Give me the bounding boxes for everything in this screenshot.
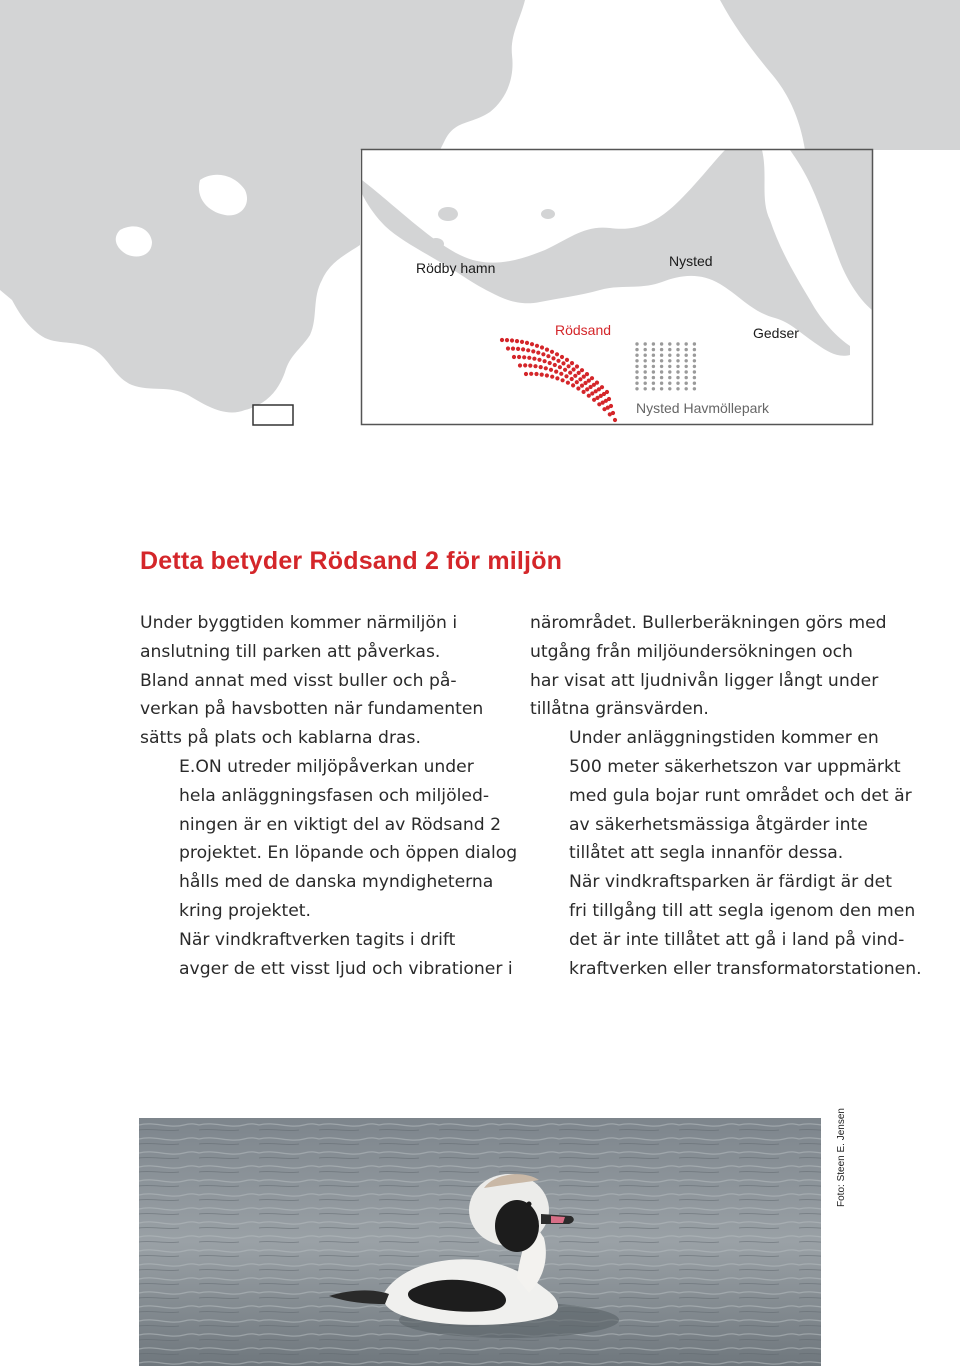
nysted-turbine-dot — [685, 348, 688, 351]
rodsand-turbine-dot — [568, 371, 572, 375]
nysted-turbine-dot — [685, 342, 688, 345]
map-label-nysted: Nysted — [669, 253, 713, 269]
nysted-turbine-dot — [668, 387, 671, 390]
text-line: När vindkraftsparken är färdigt är det — [569, 872, 892, 893]
nysted-turbine-dot — [676, 382, 679, 385]
nysted-turbine-dot — [635, 370, 638, 373]
rodsand-turbine-dot — [512, 355, 516, 359]
text-line: avger de ett visst ljud och vibrationer i — [179, 958, 513, 979]
rodsand-turbine-dot — [590, 391, 594, 395]
text-line: Bland annat med visst buller och på- — [140, 670, 457, 691]
nysted-turbine-dot — [652, 382, 655, 385]
rodsand-turbine-dot — [539, 365, 543, 369]
nysted-turbine-dot — [685, 354, 688, 357]
nysted-turbine-dot — [635, 387, 638, 390]
rodsand-turbine-dot — [515, 339, 519, 343]
text-line: Under anläggningstiden kommer en — [569, 728, 879, 749]
rodsand-turbine-dot — [580, 384, 584, 388]
left-paragraph — [140, 926, 513, 984]
nysted-turbine-dot — [668, 382, 671, 385]
nysted-turbine-dot — [693, 370, 696, 373]
rodsand-turbine-dot — [529, 372, 533, 376]
nysted-turbine-dot — [693, 365, 696, 368]
land-denmark — [0, 0, 960, 412]
nysted-turbine-dot — [668, 365, 671, 368]
rodsand-turbine-dot — [535, 344, 539, 348]
rodsand-turbine-dot — [571, 383, 575, 387]
rodsand-turbine-dot — [550, 350, 554, 354]
nysted-turbine-dot — [693, 348, 696, 351]
rodsand-turbine-dot — [522, 355, 526, 359]
rodsand-turbine-dot — [525, 341, 529, 345]
nysted-turbine-dot — [676, 376, 679, 379]
nysted-turbine-dot — [685, 359, 688, 362]
rodsand-turbine-dot — [573, 374, 577, 378]
text-line: tillåtet att segla innanför dessa. — [569, 843, 844, 864]
article-column-right — [530, 609, 922, 983]
rodsand-turbine-dot — [554, 370, 558, 374]
nysted-turbine-dot — [676, 348, 679, 351]
rodsand-turbine-dot — [550, 375, 554, 379]
rodsand-turbine-dot — [545, 348, 549, 352]
rodsand-turbine-dot — [565, 358, 569, 362]
nysted-turbine-dot — [693, 376, 696, 379]
text-line: med gula bojar runt området och det är — [569, 785, 912, 806]
rodsand-turbine-dot — [545, 373, 549, 377]
nysted-turbine-dot — [644, 359, 647, 362]
rodsand-turbine-dot — [575, 364, 579, 368]
rodsand-turbine-dot — [556, 359, 560, 363]
rodsand-turbine-dot — [570, 377, 574, 381]
left-paragraph — [140, 753, 518, 926]
rodsand-turbine-dot — [582, 375, 586, 379]
nysted-turbine-dot — [644, 387, 647, 390]
nysted-turbine-dot — [668, 359, 671, 362]
text-line: av säkerhetsmässiga åtgärder inte — [569, 814, 868, 835]
nysted-turbine-dot — [660, 365, 663, 368]
text-line: 500 meter säkerhetszon var uppmärkt — [569, 756, 901, 777]
locator-rectangle — [253, 405, 293, 425]
nysted-turbine-dot — [668, 370, 671, 373]
rodsand-turbine-dot — [521, 347, 525, 351]
nysted-turbine-dot — [660, 382, 663, 385]
rodsand-turbine-dot — [537, 358, 541, 362]
rodsand-turbine-dot — [551, 356, 555, 360]
rodsand-turbine-dot — [526, 348, 530, 352]
rodsand-turbine-dot — [520, 340, 524, 344]
map-label-gedser: Gedser — [753, 325, 799, 341]
rodsand-turbine-dot — [580, 368, 584, 372]
rodsand-turbine-dot — [555, 376, 559, 380]
nysted-turbine-dot — [668, 342, 671, 345]
nysted-turbine-dot — [668, 354, 671, 357]
text-line: hela anläggningsfasen och miljöled- — [179, 785, 490, 806]
text-line: ningen är en viktigt del av Rödsand 2 — [179, 814, 502, 835]
nysted-turbine-dot — [685, 376, 688, 379]
rodsand-turbine-dot — [572, 367, 576, 371]
text-line: har visat att ljudnivån ligger långt under — [530, 670, 879, 691]
article-column-left — [140, 609, 518, 983]
rodsand-turbine-dot — [506, 346, 510, 350]
nysted-turbine-dot — [635, 354, 638, 357]
rodsand-turbine-dot — [544, 366, 548, 370]
rodsand-turbine-dot — [555, 352, 559, 356]
rodsand-turbine-dot — [536, 351, 540, 355]
nysted-turbine-dot — [660, 387, 663, 390]
rodsand-turbine-dot — [566, 381, 570, 385]
text-line: anslutning till parken att påverkas. — [140, 641, 441, 662]
nysted-turbine-dot — [693, 342, 696, 345]
nysted-turbine-dot — [685, 387, 688, 390]
rodsand-turbine-dot — [570, 361, 574, 365]
nysted-turbine-dot — [676, 370, 679, 373]
left-paragraph — [140, 609, 510, 753]
rodsand-turbine-dot — [517, 355, 521, 359]
rodsand-turbine-dot — [561, 361, 565, 365]
rodsand-turbine-dot — [546, 354, 550, 358]
nysted-turbine-dot — [668, 376, 671, 379]
nysted-turbine-dot — [644, 382, 647, 385]
nysted-turbine-dot — [693, 354, 696, 357]
rodsand-turbine-dot — [524, 372, 528, 376]
photo-credit: Foto: Steen E. Jensen — [836, 1108, 847, 1207]
rodsand-turbine-dot — [530, 342, 534, 346]
rodsand-2-turbine-array — [500, 338, 617, 422]
text-line: sätts på plats och kablarna dras. — [140, 728, 421, 749]
rodsand-turbine-dot — [540, 373, 544, 377]
rodsand-turbine-dot — [561, 378, 565, 382]
rodsand-turbine-dot — [564, 374, 568, 378]
text-line: När vindkraftverken tagits i drift — [179, 929, 456, 950]
nysted-turbine-dot — [652, 370, 655, 373]
rodsand-turbine-dot — [534, 372, 538, 376]
rodsand-turbine-dot — [587, 394, 591, 398]
overview-map — [0, 0, 960, 480]
article-title: Detta betyder Rödsand 2 för miljön — [140, 547, 563, 575]
map-label-rodsand: Rödsand — [555, 322, 612, 338]
nysted-turbine-array — [635, 342, 696, 390]
rodsand-turbine-dot — [575, 380, 579, 384]
right-paragraph — [530, 868, 922, 983]
rodsand-turbine-dot — [528, 364, 532, 368]
rodsand-turbine-dot — [531, 349, 535, 353]
nysted-turbine-dot — [685, 370, 688, 373]
rodsand-turbine-dot — [582, 390, 586, 394]
long-tailed-duck-photo — [139, 1118, 821, 1366]
text-line: Under byggtiden kommer närmiljön i — [140, 613, 458, 633]
text-line: kraftverken eller transformatorstationen. — [569, 958, 922, 979]
rodsand-turbine-dot — [511, 347, 515, 351]
rodsand-turbine-dot — [540, 345, 544, 349]
nysted-turbine-dot — [652, 342, 655, 345]
rodsand-turbine-dot — [523, 363, 527, 367]
map-label-rodby-hamn: Rödby hamn — [416, 260, 496, 276]
rodsand-turbine-dot — [532, 357, 536, 361]
nysted-turbine-dot — [660, 376, 663, 379]
rodsand-turbine-dot — [500, 338, 504, 342]
nysted-turbine-dot — [635, 365, 638, 368]
rodsand-turbine-dot — [577, 371, 581, 375]
rodsand-turbine-dot — [559, 372, 563, 376]
nysted-turbine-dot — [693, 359, 696, 362]
rodsand-turbine-dot — [505, 338, 509, 342]
nysted-turbine-dot — [652, 365, 655, 368]
nysted-turbine-dot — [685, 365, 688, 368]
map-label-nysted-havmollepark: Nysted Havmöllepark — [636, 400, 770, 416]
nysted-turbine-dot — [652, 354, 655, 357]
text-line: närområdet. Bullerberäkningen görs med — [530, 613, 887, 633]
rodsand-turbine-dot — [576, 386, 580, 390]
nysted-turbine-dot — [676, 387, 679, 390]
rodsand-turbine-dot — [543, 359, 547, 363]
rodsand-turbine-dot — [516, 347, 520, 351]
rodsand-turbine-dot — [549, 368, 553, 372]
nysted-turbine-dot — [644, 376, 647, 379]
rodsand-turbine-dot — [583, 381, 587, 385]
nysted-turbine-dot — [668, 348, 671, 351]
rodsand-turbine-dot — [602, 407, 606, 411]
nysted-turbine-dot — [635, 359, 638, 362]
nysted-turbine-dot — [660, 359, 663, 362]
text-line: projektet. En löpande och öppen dialog — [179, 843, 518, 864]
text-line: tillåtna gränsvärden. — [530, 699, 709, 720]
rodsand-turbine-dot — [567, 364, 571, 368]
text-line: E.ON utreder miljöpåverkan under — [179, 756, 474, 777]
nysted-turbine-dot — [644, 342, 647, 345]
nysted-turbine-dot — [660, 354, 663, 357]
nysted-turbine-dot — [635, 382, 638, 385]
nysted-turbine-dot — [693, 387, 696, 390]
nysted-turbine-dot — [652, 376, 655, 379]
rodsand-turbine-dot — [527, 356, 531, 360]
nysted-turbine-dot — [652, 348, 655, 351]
nysted-turbine-dot — [660, 348, 663, 351]
text-line: hålls med de danska myndigheterna — [179, 872, 494, 893]
nysted-turbine-dot — [685, 382, 688, 385]
rodsand-turbine-dot — [608, 412, 612, 416]
nysted-turbine-dot — [676, 365, 679, 368]
rodsand-turbine-dot — [533, 364, 537, 368]
nysted-turbine-dot — [676, 342, 679, 345]
right-paragraph — [530, 609, 910, 724]
rodsand-turbine-dot — [548, 361, 552, 365]
text-line: kring projektet. — [179, 900, 311, 921]
nysted-turbine-dot — [644, 365, 647, 368]
rodsand-turbine-dot — [585, 387, 589, 391]
text-line: utgång från miljöundersökningen och — [530, 641, 853, 662]
nysted-turbine-dot — [635, 348, 638, 351]
rodsand-turbine-dot — [560, 355, 564, 359]
nysted-turbine-dot — [693, 382, 696, 385]
nysted-turbine-dot — [652, 387, 655, 390]
rodsand-turbine-dot — [518, 363, 522, 367]
text-line: det är inte tillåtet att gå i land på vind- — [569, 929, 905, 950]
right-paragraph — [530, 724, 910, 868]
nysted-turbine-dot — [652, 359, 655, 362]
rodsand-turbine-dot — [541, 352, 545, 356]
rodsand-turbine-dot — [597, 402, 601, 406]
rodsand-turbine-dot — [589, 385, 593, 389]
nysted-turbine-dot — [644, 348, 647, 351]
rodsand-turbine-dot — [578, 377, 582, 381]
nysted-turbine-dot — [676, 354, 679, 357]
rodsand-turbine-dot — [558, 365, 562, 369]
nysted-turbine-dot — [644, 370, 647, 373]
rodsand-turbine-dot — [592, 398, 596, 402]
nysted-turbine-dot — [635, 342, 638, 345]
rodsand-turbine-dot — [553, 363, 557, 367]
nysted-turbine-dot — [635, 376, 638, 379]
nysted-turbine-dot — [676, 359, 679, 362]
rodsand-turbine-dot — [613, 418, 617, 422]
nysted-turbine-dot — [644, 354, 647, 357]
rodsand-turbine-dot — [563, 368, 567, 372]
text-line: fri tillgång till att segla igenom den men — [569, 900, 916, 921]
nysted-turbine-dot — [660, 370, 663, 373]
rodsand-turbine-dot — [510, 338, 514, 342]
text-line: verkan på havsbotten när fundamenten — [140, 699, 484, 720]
nysted-turbine-dot — [660, 342, 663, 345]
